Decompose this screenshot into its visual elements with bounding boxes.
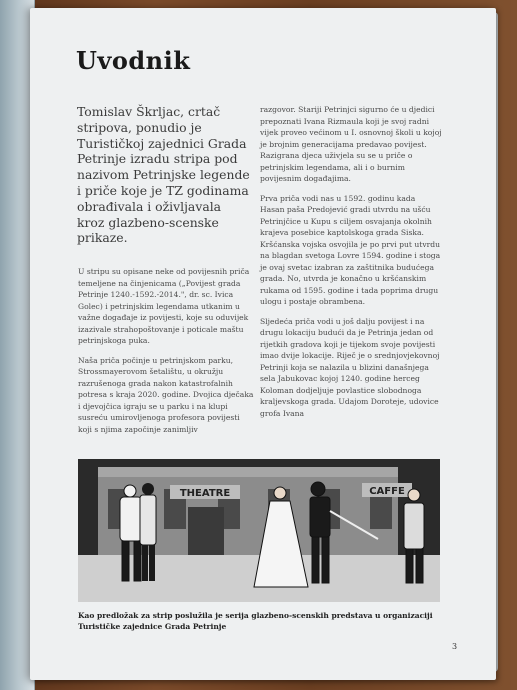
left-paragraph-2: Naša priča počinje u petrinjskom parku, Strossmayerovom šetalištu, u okružju razrušenoga grada nakon katastrofalnih potresa s kraja 2020. godine. Dvojica dječaka i djevojčica igraju se u parku i na klupi susreću umirovljenoga profesora povijesti koji s njima započinje zanimljiv	[78, 355, 254, 434]
caffe-sign: CAFFE	[369, 486, 405, 497]
photo-caption: Kao predložak za strip poslužila je serija glazbeno-scenskih predstava u organizaciji Turističke zajednice Grada Petrinje	[78, 611, 433, 631]
page-number: 3	[452, 642, 458, 651]
theatre-sign: THEATRE	[179, 488, 231, 499]
left-column	[78, 266, 254, 443]
right-paragraph-1: razgovor. Stariji Petrinjci sigurno će u djedici prepoznati Ivana Rizmaula koji je svoj radni vijek proveo većinom u I. osnovnoj školi u kojoj je brojnim generacijama predavao povijest. Razigrana djeca uživjela su se u priče o petrinjskim legendama, ali i o burnim povijesnim događajima.	[260, 105, 442, 183]
right-paragraph-3: Sljedeća priča vodi u još dalju povijest i na drugu lokaciju budući da je Petrinja jedan od rijetkih gradova koji je tijekom svoje povijesti imao dvije lokacije. Riječ je o srednjovjekovnoj Petrinji koja se nalazila u blizini današnjega sela Jabukovac kojoj 1240. godine herceg Koloman dodjeljuje povlastice slobodnoga kraljevskoga grada. Udajom Doroteje, udovice grofa Ivana	[260, 316, 440, 418]
stage-photo	[78, 459, 440, 602]
right-column	[260, 104, 442, 427]
right-paragraph-2: Prva priča vodi nas u 1592. godinu kada Hasan paša Predojević gradi utvrdu na ušću Petrinjčice u Kupu s ciljem osvajanja okolnih krajeva posebice kaptolskoga grada Siska. Kršćanska vojska osvojila je po prvi put utvrdu na blagdan svetoga Lovre 1594. godine i stoga je ovaj svetac izabran za zaštitnika budućega grada. No, utvrda je konačno u kršćanskim rukama od 1595. godine i tada poprima drugu ulogu i postaje obrambena.	[260, 193, 441, 306]
page-title: Uvodnik	[76, 46, 191, 75]
lead-paragraph: Tomislav Škrljac, crtač stripova, ponudio je Turističkoj zajednici Grada Petrinje izradu stripa pod nazivom Petrinjske legende i priče koje je TZ godinama obrađivala i oživljavala kroz glazbeno-scenske prikaze.	[77, 104, 250, 246]
stage-photo-illustration	[78, 459, 440, 602]
left-paragraph-1: U stripu su opisane neke od povijesnih priča temeljene na činjenicama („Povijest grada Petrinje 1240.-1592.-2014.", dr. sc. Ivica Golec) i petrinjskim legendama utkanim u važne događaje iz povijesti, koje su oduvijek izazivale strahopoštovanje i poticale maštu petrinjskoga puka.	[78, 267, 250, 345]
